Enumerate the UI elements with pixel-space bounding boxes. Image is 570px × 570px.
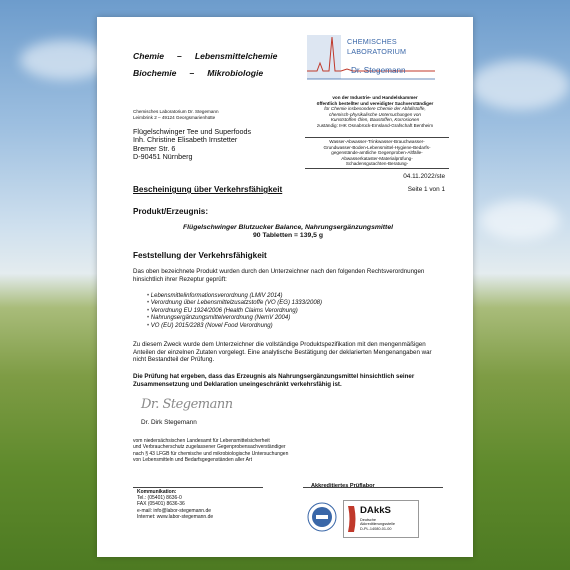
list-item: • Verordnung EU 1924/2006 (Health Claims Verordnung) bbox=[147, 308, 322, 315]
logo-text-2: LABORATORIUM bbox=[347, 47, 407, 56]
purpose-paragraph: Zu diesem Zweck wurde dem Unterzeichner die vollständige Produktspezifikation mit den mengenmäßigen Anteilen der einzelnen Zutaten vorgelegt. Eine analytische Bestätigung der deklarierten Mengenangaben war nicht Bestandteil der Prüfung. bbox=[133, 341, 432, 364]
regulations-list bbox=[147, 293, 322, 330]
lab-logo bbox=[307, 33, 435, 83]
product-heading: Produkt/Erzeugnis: bbox=[133, 207, 209, 216]
product-block bbox=[133, 224, 443, 240]
certificate-document bbox=[97, 17, 473, 557]
header-line-2: Biochemie – Mikrobiologie bbox=[133, 68, 264, 78]
intro-paragraph: Das oben bezeichnete Produkt wurden durch den Unterzeichner nach den folgenden Rechtsverordnungen hinsichtlich ihrer Rezeptur geprüft: bbox=[133, 268, 425, 283]
contact-block: Kommunikation: Tel.: (05401) 8636-0 FAX (05401) 8636-36 e-mail: info@labor-stegemann.de Internet: www.labor-stegemann.de bbox=[137, 489, 214, 520]
footer-divider-left bbox=[133, 487, 263, 488]
logo-text-3: Dr. Stegemann bbox=[351, 66, 406, 75]
recipient-address: Flügelschwinger Tee und Superfoods Inh. Christine Elisabeth Irnstetter Bremer Str. 6 D-90451 Nürnberg bbox=[133, 127, 252, 162]
header-line-1: Chemie – Lebensmittelchemie bbox=[133, 51, 278, 61]
result-paragraph: Die Prüfung hat ergeben, dass das Erzeugnis als Nahrungsergänzungsmittel hinsichtlich seiner Zusammensetzung und Deklaration uneingeschränkt verkehrsfähig ist. bbox=[133, 373, 415, 388]
product-amount: 90 Tabletten = 139,5 g bbox=[253, 232, 323, 239]
sender-address: Chemisches Laboratorium Dr. Stegemann Leimbrink 2 – 49124 Georgsmarienhütte bbox=[133, 109, 219, 120]
inspection-seal-icon bbox=[307, 502, 337, 532]
certification-text: vom niedersächsischen Landesamt für Lebensmittelsicherheit und Verbraucherschutz zugelassener Gegenprobensachverständiger nach § 43 LFGB für chemische und mikrobiologische Untersuchungen von Lebensmitteln und Bedarfsgegenständen aller Art bbox=[133, 438, 289, 464]
page-info: Seite 1 von 1 bbox=[407, 186, 445, 193]
accredited-lab-label: Akkreditiertes Prüflabor bbox=[311, 483, 375, 489]
list-item: • Lebensmittelinformationsverordnung (LMIV 2014) bbox=[147, 293, 322, 300]
logo-text-1: CHEMISCHES bbox=[347, 37, 397, 46]
document-title: Bescheinigung über Verkehrsfähigkeit bbox=[133, 185, 283, 194]
handwritten-signature: Dr. Stegemann bbox=[141, 397, 233, 412]
dakks-badge: DAkkS Deutsche Akkreditierungsstelle D-PL-14080-01-00 bbox=[343, 500, 419, 538]
list-item: • VO (EU) 2015/2283 (Novel Food Verordnung) bbox=[147, 323, 322, 330]
signatory-name: Dr. Dirk Stegemann bbox=[141, 419, 197, 426]
list-item: • Verordnung über Lebensmittelzusatzstoffe (VO (EG) 1333/2008) bbox=[147, 300, 322, 307]
document-date: 04.11.2022/ste bbox=[403, 173, 445, 180]
expert-accreditation: von der Industrie- und Handelskammer öffentlich bestellter und vereidigter Sachverständiger für Chemie insbesondere Chemie der Abfallstoffe, chemisch-physikalische Untersuchungen von Kunststoffen Ölen, Baustoffen, Korrosionen zuständig: IHK Osnabrück-Emsland-Grafschaft Bentheim bbox=[316, 95, 434, 128]
services-box: Wasser-Abwasser-Trinkwasser-Brauchwasser- Grundwasser-Boden-Lebensmittel-Hygiene-Bedarfs- gegenstände-amtliche Gegenproben-Altfälle- Abwasserkataster-Materialprüfung- Schadensgutachten-Beratung- bbox=[305, 137, 449, 169]
finding-heading: Feststellung der Verkehrsfähigkeit bbox=[133, 251, 267, 260]
dakks-mark-icon bbox=[346, 504, 358, 534]
product-name: Flügelschwinger Blutzucker Balance, Nahrungsergänzungsmittel bbox=[183, 224, 393, 231]
list-item: • Nahrungsergänzungsmittelverordnung (NemV 2004) bbox=[147, 315, 322, 322]
